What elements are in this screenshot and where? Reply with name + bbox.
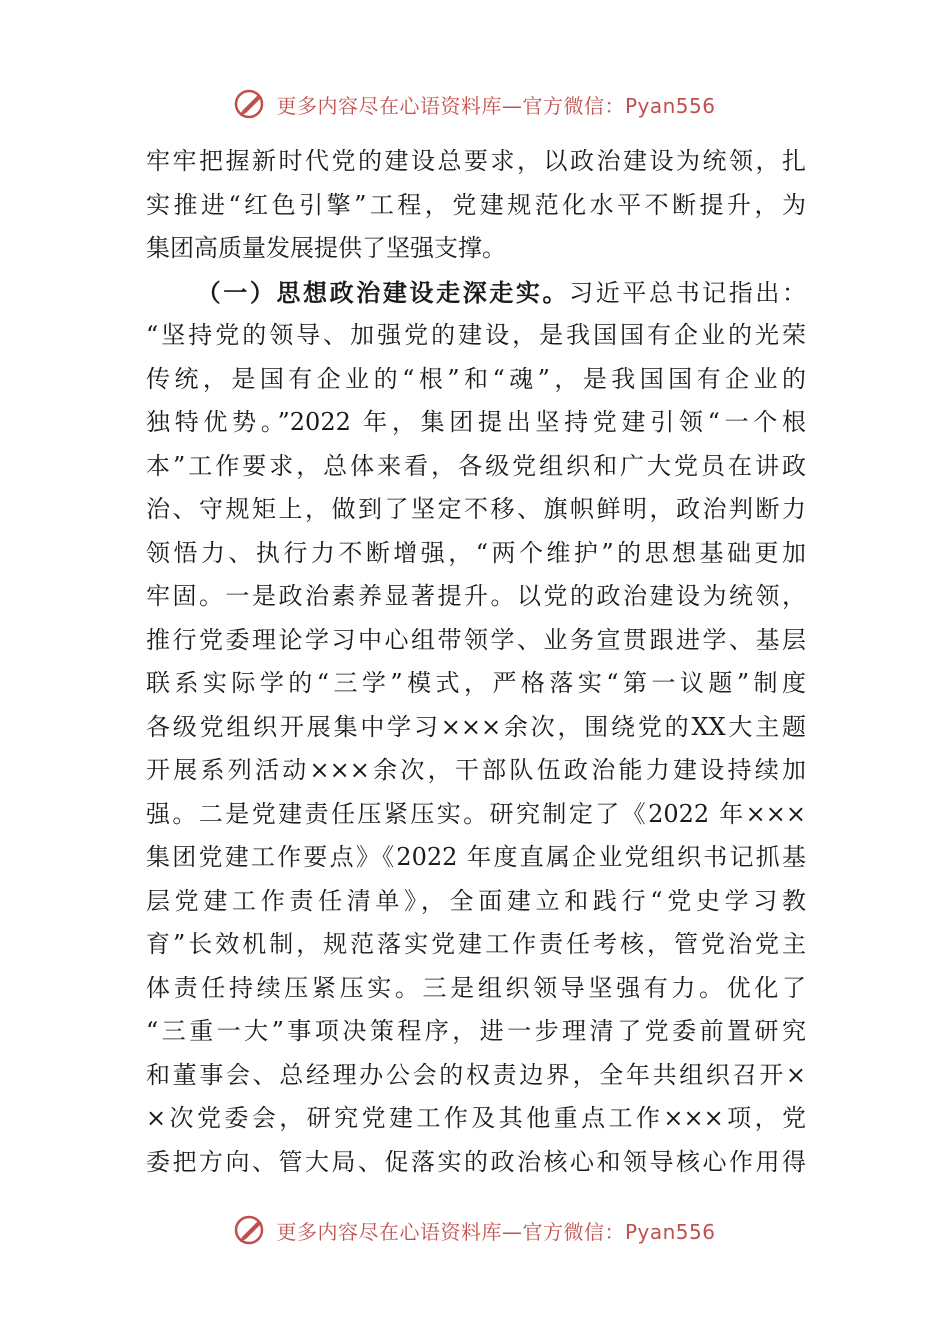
text-line: 治、守规矩上，做到了坚定不移、旗帜鲜明，政治判断力	[146, 495, 806, 523]
text-line: 和董事会、总经理办公会的权责边界，全年共组织召开×	[146, 1060, 806, 1089]
text-line: “三重一大”事项决策程序，进一步理清了党委前置研究	[146, 1017, 806, 1045]
text-line: 传统，是国有企业的“根”和“魂”，是我国国有企业的	[146, 364, 806, 393]
text-line: 育”长效机制，规范落实党建工作责任考核，管党治党主	[146, 930, 806, 958]
footer-banner	[0, 1210, 950, 1250]
banner-text: 更多内容尽在心语资料库—官方微信：Pyan556	[276, 93, 716, 118]
section-heading: （一）思想政治建设走深走实。	[194, 277, 570, 307]
text-line: 牢固。一是政治素养显著提升。以党的政治建设为统领，	[146, 582, 806, 610]
text-line: 实推进“红色引擎”工程，党建规范化水平不断提升，为	[146, 190, 806, 219]
text-line: 体责任持续压紧压实。三是组织领导坚强有力。优化了	[146, 973, 806, 1002]
text-line: 本”工作要求，总体来看，各级党组织和广大党员在讲政	[146, 451, 806, 480]
text-line: 开展系列活动×××余次，干部队伍政治能力建设持续加	[146, 756, 806, 784]
pen-circle-logo-icon	[234, 87, 268, 121]
document-body	[146, 140, 806, 1184]
text-line: 层党建工作责任清单》，全面建立和践行“党史学习教	[146, 886, 806, 915]
banner-text: 更多内容尽在心语资料库—官方微信：Pyan556	[276, 1219, 716, 1244]
text-line: 领悟力、执行力不断增强，“两个维护”的思想基础更加	[146, 538, 806, 567]
text-line: 联系实际学的“三学”模式，严格落实“第一议题”制度	[146, 669, 806, 697]
text-line: 独特优势。”2022 年，集团提出坚持党建引领“一个根	[146, 408, 806, 436]
text-line: 推行党委理论学习中心组带领学、业务宣贯跟进学、基层	[146, 625, 806, 654]
pen-circle-logo-icon	[234, 1213, 268, 1247]
text-line: 集团党建工作要点》《2022 年度直属企业党组织书记抓基	[146, 843, 806, 871]
text-line: 强。二是党建责任压紧压实。研究制定了《2022 年×××	[146, 799, 806, 828]
section-heading-line	[146, 271, 806, 315]
text-line: “坚持党的领导、加强党的建设，是我国国有企业的光荣	[146, 321, 806, 349]
text-span: 习近平总书记指出：	[569, 278, 806, 307]
text-line: ×次党委会，研究党建工作及其他重点工作×××项，党	[146, 1104, 806, 1132]
text-line: 牢牢把握新时代党的建设总要求，以政治建设为统领，扎	[146, 147, 806, 175]
text-line: 委把方向、管大局、促落实的政治核心和领导核心作用得	[146, 1147, 806, 1176]
text-line: 各级党组织开展集中学习×××余次，围绕党的XX大主题	[146, 712, 806, 741]
text-line: 集团高质量发展提供了坚强支撑。	[146, 234, 506, 262]
header-banner	[0, 84, 950, 124]
